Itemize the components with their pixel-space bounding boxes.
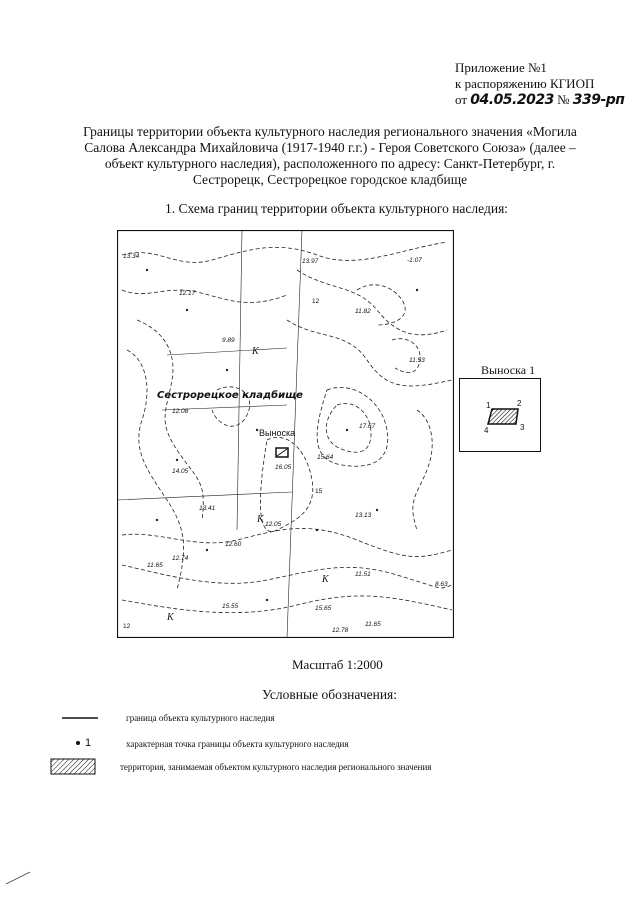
legend-item-territory: территория, занимаемая объектом культурного наследия регионального значения: [120, 762, 432, 772]
svg-text:15: 15: [315, 488, 323, 495]
elevation-label: 14.05: [172, 468, 189, 475]
annex-header: [455, 60, 624, 108]
callout-reference: Выноска: [259, 428, 296, 438]
point-label: 1: [486, 401, 491, 410]
elevation-label: 12.78: [332, 627, 349, 634]
elevation-label: 9.89: [222, 337, 235, 344]
svg-text:К: К: [257, 514, 264, 525]
elevation-label: 11.65: [365, 621, 381, 628]
elevation-label: 13.34: [123, 253, 140, 260]
elevation-label: 12.08: [172, 408, 189, 415]
topographic-map: [117, 230, 454, 638]
legend-item-point: характерная точка границы объекта культурного наследия: [126, 739, 349, 749]
legend-line-symbol: [60, 713, 100, 723]
elevation-label: 17.67: [359, 423, 376, 430]
object-territory: [488, 409, 518, 424]
elevation-label: 12.74: [172, 555, 189, 562]
annex-line-1: Приложение №1: [455, 60, 547, 75]
elevation-label: 12.60: [225, 541, 242, 548]
scan-mark: [4, 868, 34, 888]
legend-item-boundary: граница объекта культурного наследия: [126, 713, 275, 723]
elevation-label: 11.51: [355, 571, 371, 578]
elevation-label: 12.05: [265, 521, 282, 528]
elevation-label: 16.05: [275, 464, 292, 471]
elevation-label: 11.53: [409, 357, 425, 364]
point-label: 2: [517, 399, 522, 408]
number-prefix: №: [557, 92, 570, 107]
date-prefix: от: [455, 92, 468, 107]
elevation-label: 15.64: [317, 454, 334, 461]
legend-title: Условные обозначения:: [262, 687, 398, 702]
annex-date: 04.05.2023: [470, 92, 554, 108]
callout-box: [459, 378, 541, 452]
legend-hatch-symbol: [50, 758, 96, 775]
cemetery-label: Сестрорецкое кладбище: [157, 390, 303, 401]
callout-drawing: [460, 379, 540, 451]
elevation-label: 13.13: [355, 512, 372, 519]
svg-text:К: К: [252, 346, 259, 357]
point-label: 3: [520, 423, 525, 432]
elevation-label: 12.17: [179, 290, 196, 297]
svg-text:12: 12: [312, 298, 320, 305]
callout-label: Выноска 1: [481, 363, 536, 377]
document-title: Границы территории объекта культурного наследия регионального значения «Могила Салова Александра Михайловича (1917-1940 г.г.) - Героя Советского Союза» (далее – объект культурного наследия), расположенного по адресу: Санкт-Петербург, г. Сестрорецк, Сестрорецкое городское кладбище: [83, 124, 577, 187]
section-heading: 1. Схема границ территории объекта культурного наследия:: [165, 201, 509, 216]
svg-text:К: К: [322, 574, 329, 585]
point-label: 4: [484, 426, 489, 435]
annex-number: 339-рп: [572, 92, 625, 108]
elevation-label: 8.63: [435, 581, 448, 588]
svg-text:К: К: [167, 612, 174, 623]
legend-point-symbol: 1: [76, 737, 91, 749]
elevation-label: 15.55: [222, 603, 239, 610]
elevation-label: 11.82: [355, 308, 371, 315]
elevation-label: 13.41: [199, 505, 216, 512]
elevation-label: 13.97: [302, 258, 319, 265]
elevation-label: 11.65: [147, 562, 163, 569]
svg-text:12: 12: [123, 623, 131, 630]
annex-line-2: к распоряжению КГИОП: [455, 76, 595, 91]
elevation-label: -1.07: [407, 257, 422, 264]
annex-line-3: [455, 92, 624, 108]
map-scale: Масштаб 1:2000: [292, 657, 383, 672]
elevation-label: 15.65: [315, 605, 332, 612]
